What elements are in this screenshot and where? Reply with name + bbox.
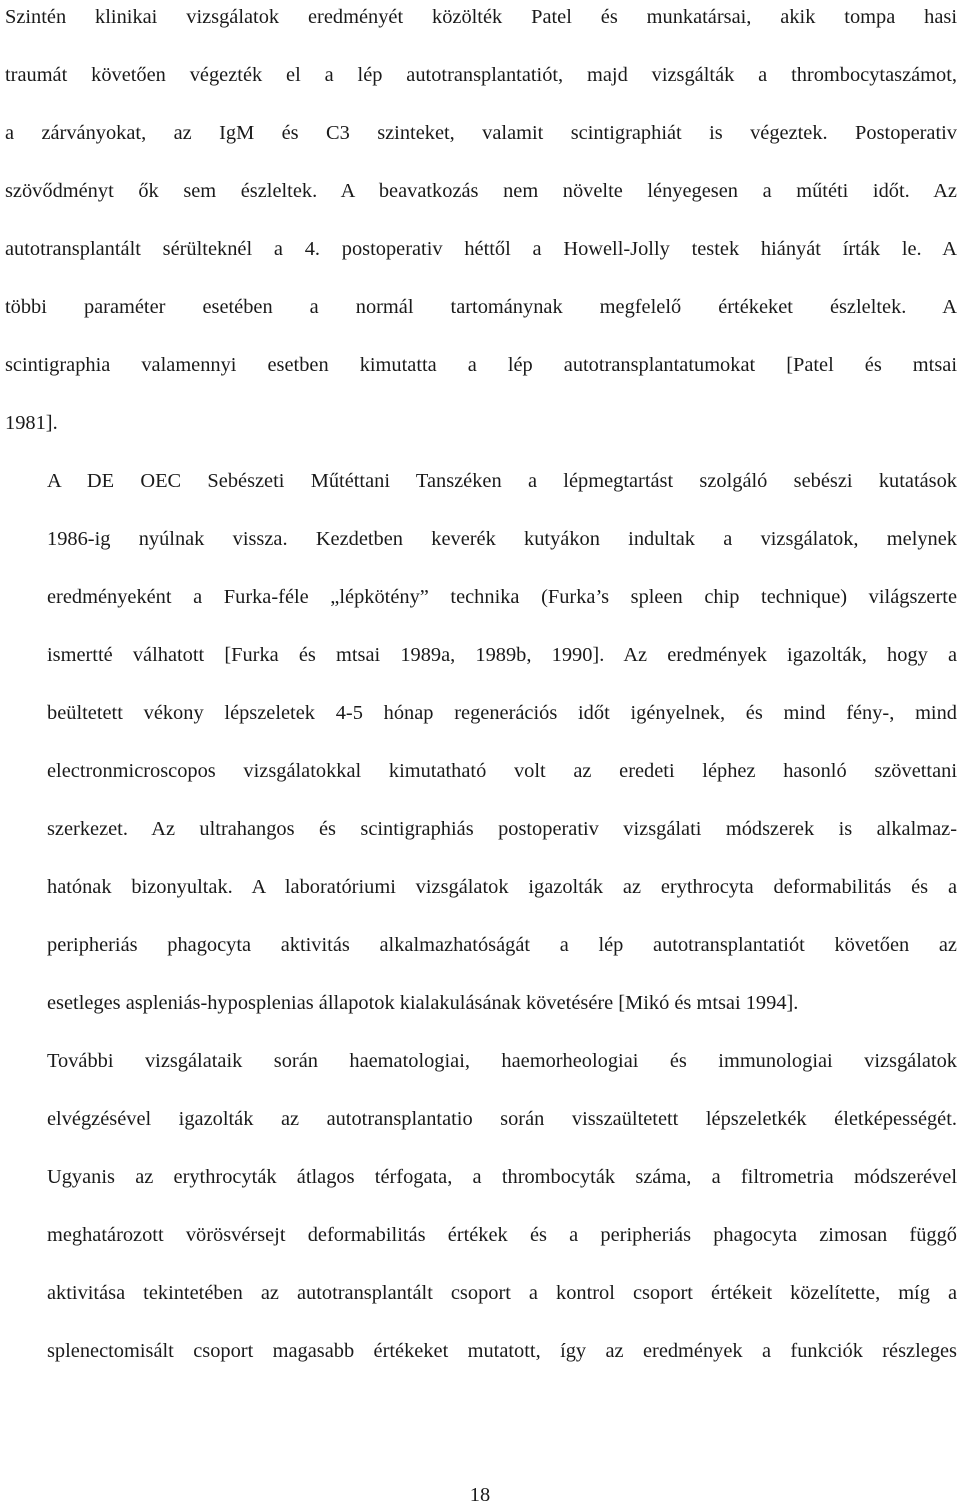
text-line: Szintén klinikai vizsgálatok eredményét közölték Patel és munkatársai, akik tompa hasi bbox=[5, 6, 957, 28]
text-line: 1986-ig nyúlnak vissza. Kezdetben keverék kutyákon indultak a vizsgálatok, melynek bbox=[47, 528, 957, 550]
text-line: splenectomisált csoport magasabb értékeket mutatott, így az eredmények a funkciók részleges bbox=[47, 1340, 957, 1362]
text-line: electronmicroscopos vizsgálatokkal kimutatható volt az eredeti léphez hasonló szövettani bbox=[47, 760, 957, 782]
text-line: szövődményt ők sem észleltek. A beavatkozás nem növelte lényegesen a műtéti időt. Az bbox=[5, 180, 957, 202]
text-line: aktivitása tekintetében az autotransplantált csoport a kontrol csoport értékeit közelítette, míg a bbox=[47, 1282, 957, 1304]
text-line: többi paraméter esetében a normál tartománynak megfelelő értékeket észleltek. A bbox=[5, 296, 957, 318]
text-line: eredményeként a Furka-féle „lépkötény” technika (Furka’s spleen chip technique) világszerte bbox=[47, 586, 957, 608]
text-line: hatónak bizonyultak. A laboratóriumi vizsgálatok igazolták az erythrocyta deformabilitás és a bbox=[47, 876, 957, 898]
text-line: További vizsgálataik során haematologiai, haemorheologiai és immunologiai vizsgálatok bbox=[47, 1050, 957, 1072]
text-line: scintigraphia valamennyi esetben kimutatta a lép autotransplantatumokat [Patel és mtsai bbox=[5, 354, 957, 376]
text-line: A DE OEC Sebészeti Műtéttani Tanszéken a lépmegtartást szolgáló sebészi kutatások bbox=[47, 470, 957, 492]
text-line: elvégzésével igazolták az autotransplantatio során visszaültetett lépszeletkék életképességét. bbox=[47, 1108, 957, 1130]
text-line: traumát követően végezték el a lép autotransplantatiót, majd vizsgálták a thrombocytaszámot, bbox=[5, 64, 957, 86]
text-line: szerkezet. Az ultrahangos és scintigraphiás postoperativ vizsgálati módszerek is alkalmaz- bbox=[47, 818, 957, 840]
text-line: peripheriás phagocyta aktivitás alkalmazhatóságát a lép autotransplantatiót követően az bbox=[47, 934, 957, 956]
text-line: 1981]. bbox=[5, 412, 58, 434]
text-line: ismertté válhatott [Furka és mtsai 1989a, 1989b, 1990]. Az eredmények igazolták, hogy a bbox=[47, 644, 957, 666]
text-line: Ugyanis az erythrocyták átlagos térfogata, a thrombocyták száma, a filtrometria módszerével bbox=[47, 1166, 957, 1188]
paragraph-1 bbox=[5, 0, 957, 452]
text-line: meghatározott vörösvérsejt deformabilitás értékek és a peripheriás phagocyta zimosan függő bbox=[47, 1224, 957, 1246]
page-number: 18 bbox=[469, 1484, 491, 1506]
paragraph-3 bbox=[5, 1032, 957, 1380]
paragraph-2 bbox=[5, 452, 957, 1032]
text-line: beültetett vékony lépszeletek 4-5 hónap regenerációs időt igényelnek, és mind fény-, mind bbox=[47, 702, 957, 724]
text-line: a zárványokat, az IgM és C3 szinteket, valamit scintigraphiát is végeztek. Postoperativ bbox=[5, 122, 957, 144]
body-text bbox=[5, 0, 957, 1380]
text-line: esetleges aspleniás-hyposplenias állapotok kialakulásának követésére [Mikó és mtsai 1994]. bbox=[47, 992, 799, 1014]
text-line: autotransplantált sérülteknél a 4. postoperativ héttől a Howell-Jolly testek hiányát írták le. A bbox=[5, 238, 957, 260]
